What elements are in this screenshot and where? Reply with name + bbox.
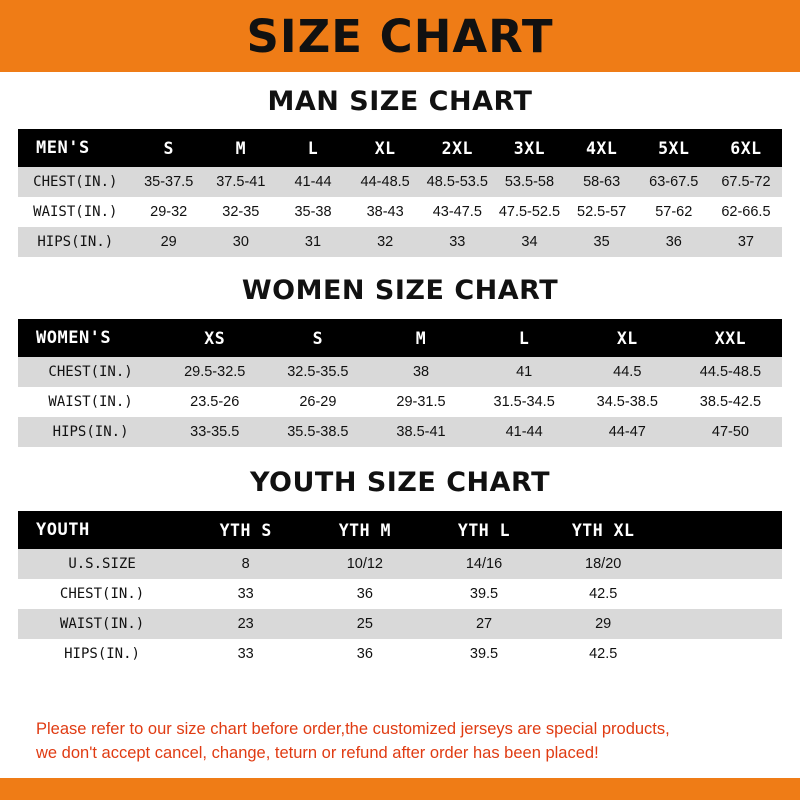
women-waist-xl: 34.5-38.5: [576, 387, 679, 417]
women-header-label: WOMEN'S: [18, 319, 163, 357]
women-chest-xxl: 44.5-48.5: [679, 357, 782, 387]
youth-waist-s: 23: [186, 609, 305, 639]
men-hips-6xl: 37: [710, 227, 782, 257]
women-row-label-hips: HIPS(IN.): [18, 417, 163, 447]
men-size-table: [18, 129, 782, 257]
table-row: [18, 167, 782, 197]
men-hips-4xl: 35: [566, 227, 638, 257]
men-header-xl: XL: [349, 129, 421, 167]
youth-row-label-hips: HIPS(IN.): [18, 639, 186, 669]
chart-content: [0, 72, 800, 778]
page-title: SIZE CHART: [246, 9, 554, 63]
women-waist-xs: 23.5-26: [163, 387, 266, 417]
order-policy-note: [18, 708, 782, 778]
men-chest-s: 35-37.5: [133, 167, 205, 197]
youth-ussize-l: 14/16: [424, 549, 543, 579]
men-hips-3xl: 34: [493, 227, 565, 257]
men-header-m: M: [205, 129, 277, 167]
note-line-1: Please refer to our size chart before order,the customized jerseys are special products,: [36, 720, 670, 739]
women-chest-l: 41: [473, 357, 576, 387]
men-header-3xl: 3XL: [493, 129, 565, 167]
men-hips-5xl: 36: [638, 227, 710, 257]
men-chest-l: 41-44: [277, 167, 349, 197]
men-header-label: MEN'S: [18, 129, 133, 167]
men-waist-s: 29-32: [133, 197, 205, 227]
table-header-row: [18, 129, 782, 167]
women-row-label-chest: CHEST(IN.): [18, 357, 163, 387]
women-hips-xxl: 47-50: [679, 417, 782, 447]
youth-chest-xl: 42.5: [544, 579, 663, 609]
youth-row-label-ussize: U.S.SIZE: [18, 549, 186, 579]
men-waist-xl: 38-43: [349, 197, 421, 227]
women-hips-xl: 44-47: [576, 417, 679, 447]
youth-waist-blank: [663, 609, 782, 639]
men-waist-4xl: 52.5-57: [566, 197, 638, 227]
women-header-s: S: [266, 319, 369, 357]
youth-hips-blank: [663, 639, 782, 669]
men-row-label-chest: CHEST(IN.): [18, 167, 133, 197]
youth-header-label: YOUTH: [18, 511, 186, 549]
men-hips-xl: 32: [349, 227, 421, 257]
youth-ussize-blank: [663, 549, 782, 579]
women-chest-s: 32.5-35.5: [266, 357, 369, 387]
youth-row-label-waist: WAIST(IN.): [18, 609, 186, 639]
women-header-l: L: [473, 319, 576, 357]
youth-header-l: YTH L: [424, 511, 543, 549]
women-hips-s: 35.5-38.5: [266, 417, 369, 447]
men-header-5xl: 5XL: [638, 129, 710, 167]
women-header-xs: XS: [163, 319, 266, 357]
youth-chest-m: 36: [305, 579, 424, 609]
women-row-label-waist: WAIST(IN.): [18, 387, 163, 417]
women-waist-m: 29-31.5: [369, 387, 472, 417]
table-row: [18, 549, 782, 579]
men-hips-s: 29: [133, 227, 205, 257]
table-header-row: [18, 319, 782, 357]
women-header-m: M: [369, 319, 472, 357]
youth-chest-s: 33: [186, 579, 305, 609]
men-waist-2xl: 43-47.5: [421, 197, 493, 227]
youth-section-title: YOUTH SIZE CHART: [249, 467, 551, 498]
youth-hips-l: 39.5: [424, 639, 543, 669]
women-size-table: [18, 319, 782, 447]
women-waist-l: 31.5-34.5: [473, 387, 576, 417]
youth-waist-l: 27: [424, 609, 543, 639]
women-header-xl: XL: [576, 319, 679, 357]
men-chest-6xl: 67.5-72: [710, 167, 782, 197]
youth-ussize-m: 10/12: [305, 549, 424, 579]
youth-size-table: [18, 511, 782, 669]
youth-hips-xl: 42.5: [544, 639, 663, 669]
men-header-2xl: 2XL: [421, 129, 493, 167]
table-row: [18, 357, 782, 387]
men-row-label-hips: HIPS(IN.): [18, 227, 133, 257]
youth-ussize-s: 8: [186, 549, 305, 579]
men-waist-3xl: 47.5-52.5: [493, 197, 565, 227]
footer-bar: [0, 778, 800, 800]
women-header-xxl: XXL: [679, 319, 782, 357]
youth-header-blank: [663, 511, 782, 549]
men-chest-2xl: 48.5-53.5: [421, 167, 493, 197]
men-header-4xl: 4XL: [566, 129, 638, 167]
men-chest-5xl: 63-67.5: [638, 167, 710, 197]
men-waist-l: 35-38: [277, 197, 349, 227]
table-row: [18, 197, 782, 227]
men-chest-m: 37.5-41: [205, 167, 277, 197]
women-hips-xs: 33-35.5: [163, 417, 266, 447]
youth-chest-l: 39.5: [424, 579, 543, 609]
table-row: [18, 609, 782, 639]
table-row: [18, 579, 782, 609]
youth-chest-blank: [663, 579, 782, 609]
women-waist-s: 26-29: [266, 387, 369, 417]
men-hips-l: 31: [277, 227, 349, 257]
youth-header-m: YTH M: [305, 511, 424, 549]
man-section-title: MAN SIZE CHART: [267, 86, 533, 117]
youth-hips-s: 33: [186, 639, 305, 669]
table-row: [18, 227, 782, 257]
men-hips-m: 30: [205, 227, 277, 257]
men-waist-5xl: 57-62: [638, 197, 710, 227]
men-header-s: S: [133, 129, 205, 167]
youth-row-label-chest: CHEST(IN.): [18, 579, 186, 609]
women-waist-xxl: 38.5-42.5: [679, 387, 782, 417]
men-header-6xl: 6XL: [710, 129, 782, 167]
men-chest-3xl: 53.5-58: [493, 167, 565, 197]
women-chest-xs: 29.5-32.5: [163, 357, 266, 387]
youth-waist-xl: 29: [544, 609, 663, 639]
men-waist-6xl: 62-66.5: [710, 197, 782, 227]
women-section-title: WOMEN SIZE CHART: [241, 275, 559, 306]
table-row: [18, 387, 782, 417]
women-hips-l: 41-44: [473, 417, 576, 447]
men-chest-xl: 44-48.5: [349, 167, 421, 197]
women-chest-xl: 44.5: [576, 357, 679, 387]
men-row-label-waist: WAIST(IN.): [18, 197, 133, 227]
men-header-l: L: [277, 129, 349, 167]
youth-ussize-xl: 18/20: [544, 549, 663, 579]
youth-hips-m: 36: [305, 639, 424, 669]
men-hips-2xl: 33: [421, 227, 493, 257]
youth-header-s: YTH S: [186, 511, 305, 549]
table-header-row: [18, 511, 782, 549]
men-waist-m: 32-35: [205, 197, 277, 227]
note-line-2: we don't accept cancel, change, teturn or refund after order has been placed!: [36, 744, 599, 763]
men-chest-4xl: 58-63: [566, 167, 638, 197]
youth-waist-m: 25: [305, 609, 424, 639]
table-row: [18, 639, 782, 669]
youth-header-xl: YTH XL: [544, 511, 663, 549]
women-chest-m: 38: [369, 357, 472, 387]
table-row: [18, 417, 782, 447]
women-hips-m: 38.5-41: [369, 417, 472, 447]
header-banner: [0, 0, 800, 72]
